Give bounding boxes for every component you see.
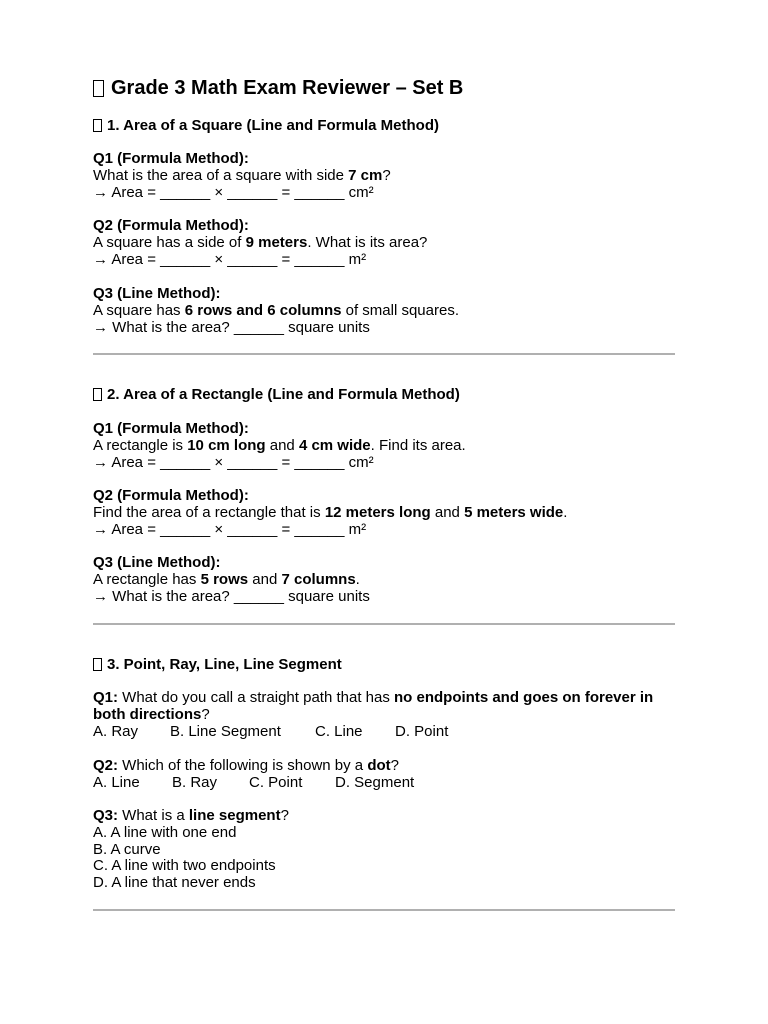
question-text-part: . What is its area? [307,233,428,251]
section-2-q2 [93,488,678,538]
question-text [93,808,678,825]
missing-glyph-icon [93,80,104,97]
options-row [93,724,678,741]
question-text-part: ? [382,166,391,184]
option-c: C. Line [315,722,363,740]
section-3-q3 [93,808,678,892]
question-text-part: Find the area of a rectangle that is [93,503,325,521]
question-text-part: ? [280,807,289,824]
question-text-bold: line segment [188,807,281,824]
question-text-bold: 5 meters wide [464,503,564,521]
option-c: C. Point [249,773,303,791]
question-text [93,168,678,185]
section-3-heading-text: 3. Point, Ray, Line, Line Segment [107,656,342,673]
missing-glyph-icon [93,658,102,671]
question-text-bold: 7 cm [348,166,383,184]
question-text-bold: 6 rows and 6 columns [184,301,342,319]
section-3-q1 [93,690,678,740]
question-text-part: A rectangle is [93,436,188,454]
question-text-part: ? [201,705,210,723]
question-text-part: and [265,436,299,454]
question-text [93,438,678,455]
answer-line [93,522,678,539]
question-text [93,505,678,522]
option-a: A. Ray [93,722,139,740]
question-text-bold: dot [367,757,391,774]
arrow-icon: → [93,453,108,471]
question-text [93,235,678,252]
answer-text: Area = ______ × ______ = ______ m² [108,250,367,268]
section-2-heading [93,386,460,404]
question-label: Q3 (Line Method): [93,554,221,571]
question-text-part: ? [390,757,399,774]
question-label: Q2 (Formula Method): [93,487,249,504]
question-text-part: What is a [118,807,189,824]
section-divider [93,353,675,355]
section-1-heading [93,117,439,135]
question-text-part: A rectangle has [93,570,201,588]
question-text-part: . Find its area. [370,436,466,454]
option-b: B. A curve [93,840,161,858]
missing-glyph-icon [93,388,102,401]
question-text-part: What is the area of a square with side [93,166,349,184]
arrow-icon: → [93,183,108,201]
section-3-q2 [93,758,678,792]
option-b: B. Line Segment [170,722,281,740]
question-text-bold: 9 meters [245,233,308,251]
question-text-bold: 5 rows [200,570,249,588]
answer-line [93,185,678,202]
question-text-bold: 10 cm long [187,436,266,454]
question-text [93,572,678,589]
page-title [93,76,463,100]
question-text-part: . [355,570,360,588]
options-row [93,775,678,792]
option-a: A. Line [93,773,140,791]
answer-text: Area = ______ × ______ = ______ cm² [108,453,374,471]
question-label: Q1 (Formula Method): [93,150,249,167]
section-1-q3 [93,286,678,336]
section-1-q2 [93,218,678,268]
page-title-text: Grade 3 Math Exam Reviewer – Set B [111,77,464,99]
question-text-part: A square has [93,301,185,319]
answer-line [93,320,678,337]
option-a: A. A line with one end [93,823,237,841]
question-label: Q1 (Formula Method): [93,420,249,437]
answer-line [93,455,678,472]
option-d: D. Segment [335,773,415,791]
section-2-q3 [93,555,678,605]
question-label: Q3 (Line Method): [93,285,221,302]
question-text [93,758,678,775]
section-1-heading-text: 1. Area of a Square (Line and Formula Method) [107,117,439,134]
question-text-bold: no endpoints and goes on forever in both directions [93,689,654,723]
option-c: C. A line with two endpoints [93,857,276,875]
answer-line [93,252,678,269]
question-text-part: A square has a side of [93,233,246,251]
question-text-part: and [248,570,282,588]
question-text-part: and [430,503,465,521]
question-label: Q2: [93,757,119,774]
answer-text: What is the area? ______ square units [108,318,370,336]
section-1-q1 [93,151,678,201]
question-text-bold: 12 meters long [324,503,431,521]
missing-glyph-icon [93,119,102,132]
question-label: Q1: [93,689,119,706]
section-divider [93,909,675,911]
answer-text: Area = ______ × ______ = ______ cm² [108,183,374,201]
question-label: Q2 (Formula Method): [93,217,249,234]
section-2-heading-text: 2. Area of a Rectangle (Line and Formula Method) [107,386,460,403]
question-label: Q3: [93,807,119,824]
arrow-icon: → [93,318,108,336]
arrow-icon: → [93,520,108,538]
question-text-part: . [563,503,568,521]
question-text-part: of small squares. [341,301,459,319]
question-text [93,303,678,320]
section-divider [93,623,675,625]
question-text-bold: 4 cm wide [298,436,371,454]
option-b: B. Ray [172,773,218,791]
arrow-icon: → [93,250,108,268]
question-text [93,690,678,724]
question-text-part: What do you call a straight path that has [118,689,395,706]
section-2-q1 [93,421,678,471]
option-d: D. A line that never ends [93,874,256,892]
section-3-heading [93,656,342,674]
answer-text: What is the area? ______ square units [108,587,370,605]
question-text-bold: 7 columns [281,570,356,588]
answer-line [93,589,678,606]
option-d: D. Point [395,722,449,740]
answer-text: Area = ______ × ______ = ______ m² [108,520,367,538]
question-text-part: Which of the following is shown by a [118,757,368,774]
arrow-icon: → [93,587,108,605]
